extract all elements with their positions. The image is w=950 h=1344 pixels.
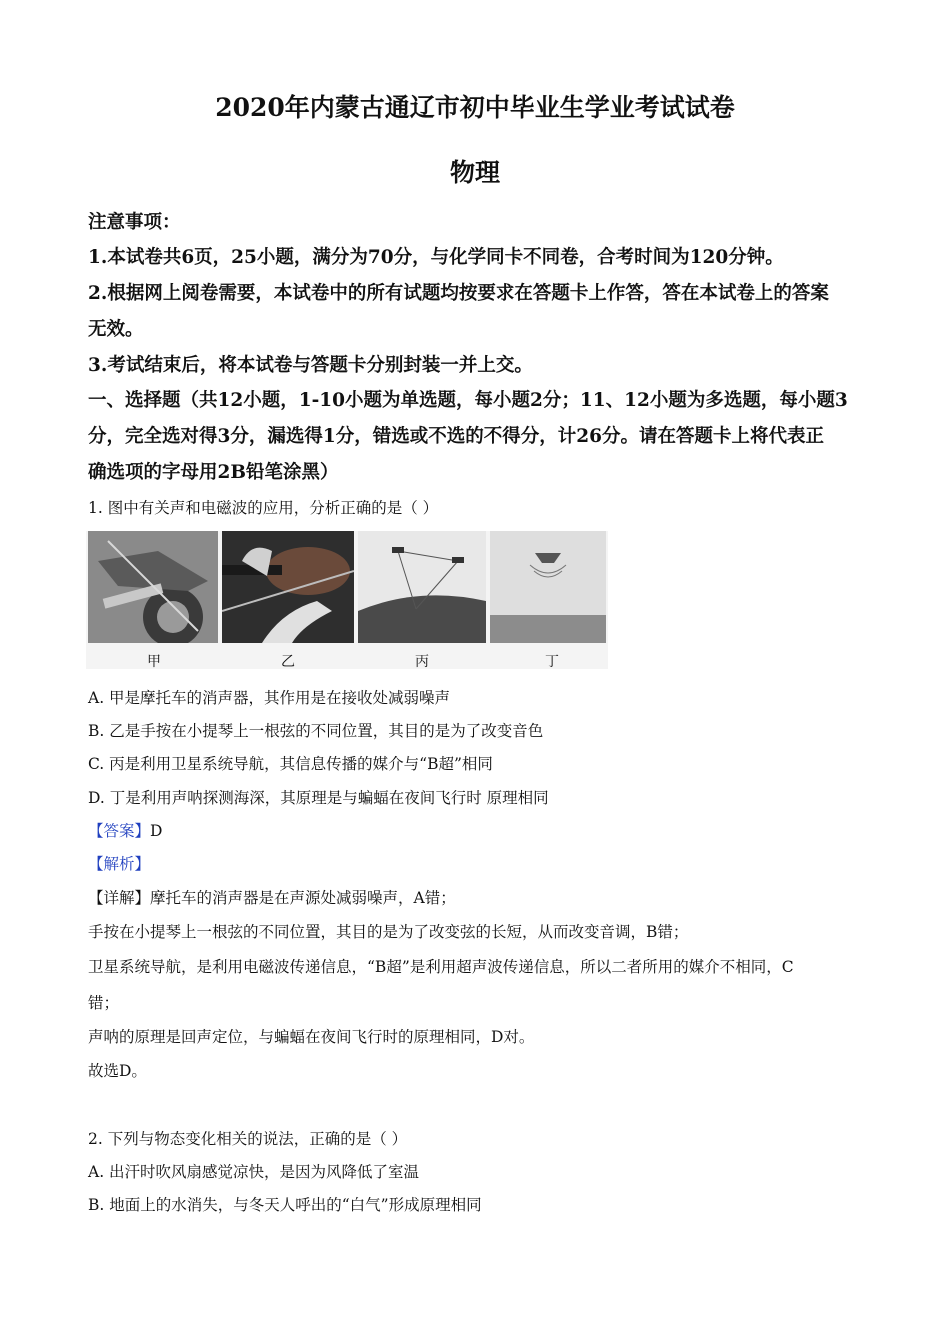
question-2-stem: 2. 下列与物态变化相关的说法，正确的是（ ） bbox=[88, 1130, 408, 1148]
notice-item-2-line-1: 2.根据网上阅卷需要，本试卷中的所有试题均按要求在答题卡上作答，答在本试卷上的答案 bbox=[88, 283, 829, 304]
section-heading-line-1: 一、选择题（共12小题，1-10小题为单选题，每小题2分；11、12小题为多选题，每小题3 bbox=[88, 390, 848, 411]
figure-caption-ding: 丁 bbox=[545, 654, 559, 670]
question-1-option-a: A. 甲是摩托车的消声器，其作用是在接收处减弱噪声 bbox=[88, 689, 451, 707]
question-1-detail-4: 声呐的原理是回声定位，与蝙蝠在夜间飞行时的原理相同，D对。 bbox=[88, 1028, 535, 1046]
section-heading-line-2: 分，完全选对得3分，漏选得1分，错选或不选的不得分，计26分。请在答题卡上将代表正 bbox=[88, 426, 824, 447]
detail-text-1: 摩托车的消声器是在声源处减弱噪声，A错； bbox=[150, 889, 456, 907]
section-heading-line-3: 确选项的字母用2B铅笔涂黑） bbox=[88, 462, 339, 483]
subject-title: 物理 bbox=[449, 158, 500, 187]
question-1-option-c: C. 丙是利用卫星系统导航，其信息传播的媒介与“B超”相同 bbox=[88, 755, 493, 773]
question-1-conclusion: 故选D。 bbox=[88, 1062, 147, 1080]
question-1-option-b: B. 乙是手按在小提琴上一根弦的不同位置，其目的是为了改变音色 bbox=[88, 722, 544, 740]
sonar-photo bbox=[490, 531, 606, 643]
question-2-option-a: A. 出汗时吹风扇感觉凉快，是因为风降低了室温 bbox=[88, 1163, 420, 1181]
detail-tag: 【详解】 bbox=[88, 889, 151, 907]
figure-caption-bing: 丙 bbox=[415, 654, 429, 670]
question-1-figure bbox=[86, 531, 608, 669]
question-1-detail-2: 手按在小提琴上一根弦的不同位置，其目的是为了改变弦的长短，从而改变音调，B错； bbox=[88, 923, 689, 941]
notice-heading: 注意事项： bbox=[88, 212, 181, 233]
analysis-tag: 【解析】 bbox=[88, 855, 151, 873]
answer-value: D bbox=[150, 822, 163, 840]
satellite-photo bbox=[358, 531, 486, 643]
question-2-option-b: B. 地面上的水消失，与冬天人呼出的“白气”形成原理相同 bbox=[88, 1196, 482, 1214]
motorcycle-photo bbox=[88, 531, 218, 643]
question-1-option-d: D. 丁是利用声呐探测海深，其原理是与蝙蝠在夜间飞行时 原理相同 bbox=[88, 789, 549, 807]
notice-item-2-line-2: 无效。 bbox=[88, 319, 144, 340]
question-1-detail-1 bbox=[88, 886, 456, 908]
figure-caption-yi: 乙 bbox=[281, 654, 295, 670]
question-1-detail-3-line-2: 错； bbox=[88, 994, 120, 1012]
notice-item-3: 3.考试结束后，将本试卷与答题卡分别封装一并上交。 bbox=[88, 355, 533, 376]
question-1-detail-3-line-1: 卫星系统导航，是利用电磁波传递信息，“B超”是利用超声波传递信息，所以二者所用的媒介不相同，C bbox=[88, 958, 794, 976]
figure-caption-jia: 甲 bbox=[147, 654, 161, 670]
notice-item-1: 1.本试卷共6页，25小题，满分为70分，与化学同卡不同卷，合考时间为120分钟。 bbox=[88, 247, 784, 268]
answer-tag: 【答案】 bbox=[88, 822, 151, 840]
question-1-stem: 1. 图中有关声和电磁波的应用，分析正确的是（ ） bbox=[88, 499, 439, 517]
question-1-answer bbox=[88, 819, 162, 841]
exam-title: 2020年内蒙古通辽市初中毕业生学业考试试卷 bbox=[215, 93, 735, 122]
violin-photo bbox=[222, 531, 354, 643]
